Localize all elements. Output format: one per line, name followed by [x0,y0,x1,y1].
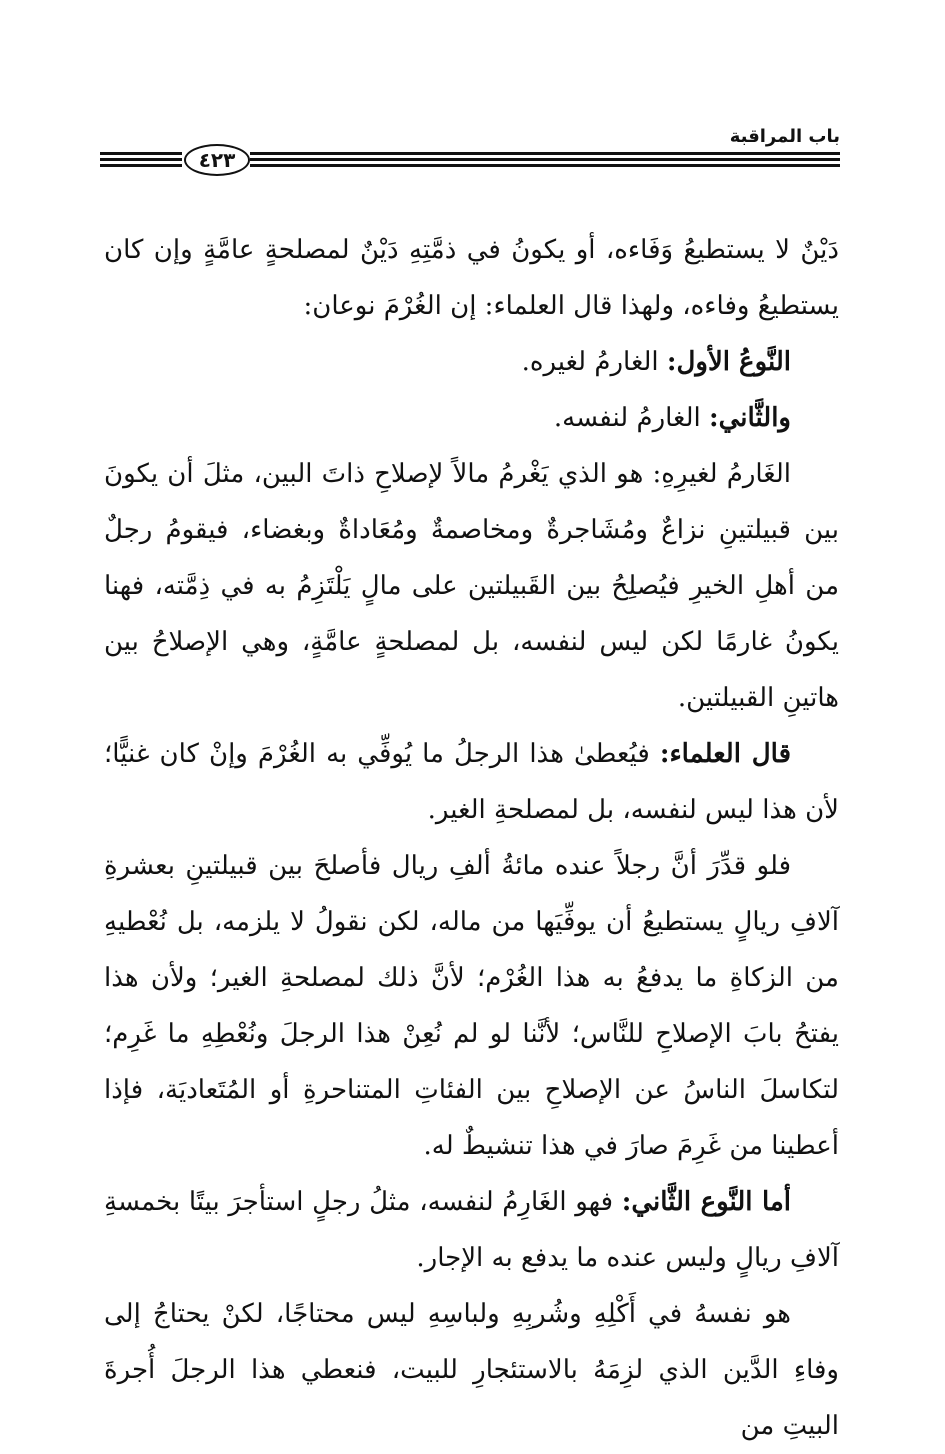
paragraph-term: والثَّاني: [709,403,791,433]
paragraph-term: أما النَّوع الثَّاني: [621,1187,792,1217]
paragraph-text: دَيْنٌ لا يستطيعُ وَفَاءه، أو يكونُ في ذمَّتِهِ دَيْنٌ لمصلحةٍ عامَّةٍ وإن كان يستطيعُ وفاءه، ولهذا قال العلماء: إن الغُرْمَ نوعان: [104,235,839,321]
paragraph [104,726,839,838]
paragraph-text: هو نفسهُ في أَكْلِهِ وشُربِهِ ولباسِهِ ليس محتاجًا، لكنْ يحتاجُ إلى وفاءِ الدَّين الذي لزِمَهُ بالاستئجارِ للبيت، فنعطي هذا الرجلَ أُجرةَ البيتِ من [104,1299,839,1441]
page-header [100,120,840,180]
paragraph-term: النَّوعُ الأول: [666,347,791,377]
paragraph-text: فيُعطىٰ هذا الرجلُ ما يُوفِّي به الغُرْمَ وإنْ كان غنيًّا؛ لأن هذا ليس لنفسه، بل لمصلحةِ الغير. [104,739,839,825]
paragraph-text: فهو الغَارِمُ لنفسه، مثلُ رجلٍ استأجرَ بيتًا بخمسةِ آلافِ ريالٍ وليس عنده ما يدفع به الإجار. [104,1187,839,1273]
paragraph [104,390,839,446]
paragraph-term: قال العلماء: [659,739,792,769]
paragraph [104,1174,839,1286]
paragraph [104,446,839,726]
paragraph-text: الغارمُ لنفسه. [553,403,701,433]
paragraph-text: فلو قدِّرَ أنَّ رجلاً عنده مائةُ ألفِ ريال فأصلحَ بين قبيلتينِ بعشرةِ آلافِ ريالٍ يستطيعُ أن يوفِّيَها من ماله، لكن نقولُ لا يلزمه، بل نُعْطيهِ من الزكاةِ ما يدفعُ به هذا الغُرْم؛ لأنَّ ذلك لمصلحةِ الغير؛ ولأن هذا يفتحُ بابَ الإصلاحِ للنَّاس؛ لأنَّنا لو لم نُعِنْ هذا الرجلَ ونُعْطِهِ ما غَرِم؛ لتكاسلَ الناسُ عن الإصلاحِ بين الفئاتِ المتناحرةِ أو المُتَعاديَة، فإذا أعطينا من غَرِمَ صارَ في هذا تنشيطٌ له. [104,851,839,1161]
paragraph [104,222,839,334]
header-rule [100,152,182,155]
paragraph [104,838,839,1174]
chapter-title: باب المراقبة [729,126,840,147]
header-rule [250,164,840,167]
header-rule [250,152,840,155]
paragraph [104,334,839,390]
body-text [104,222,839,1454]
paragraph [104,1286,839,1454]
header-rule [100,164,182,167]
header-rule [250,158,840,161]
paragraph-text: الغَارمُ لغيرِهِ: هو الذي يَغْرمُ مالاً لإصلاحِ ذاتَ البين، مثلَ أن يكونَ بين قبيلتينِ نزاعٌ ومُشَاجرةٌ ومخاصمةٌ ومُعَاداةٌ وبغضاء، فيقومُ رجلٌ من أهلِ الخيرِ فيُصلِحُ بين القَبيلتين على مالٍ يَلْتَزِمُ به في ذِمَّته، فهنا يكونُ غارمًا لكن ليس لنفسه، بل لمصلحةٍ عامَّةٍ، وهي الإصلاحُ بين هاتينِ القبيلتين. [104,459,839,713]
header-rule [100,158,182,161]
page-number: ٤٢٣ [184,144,250,176]
paragraph-text: الغارمُ لغيره. [521,347,659,377]
